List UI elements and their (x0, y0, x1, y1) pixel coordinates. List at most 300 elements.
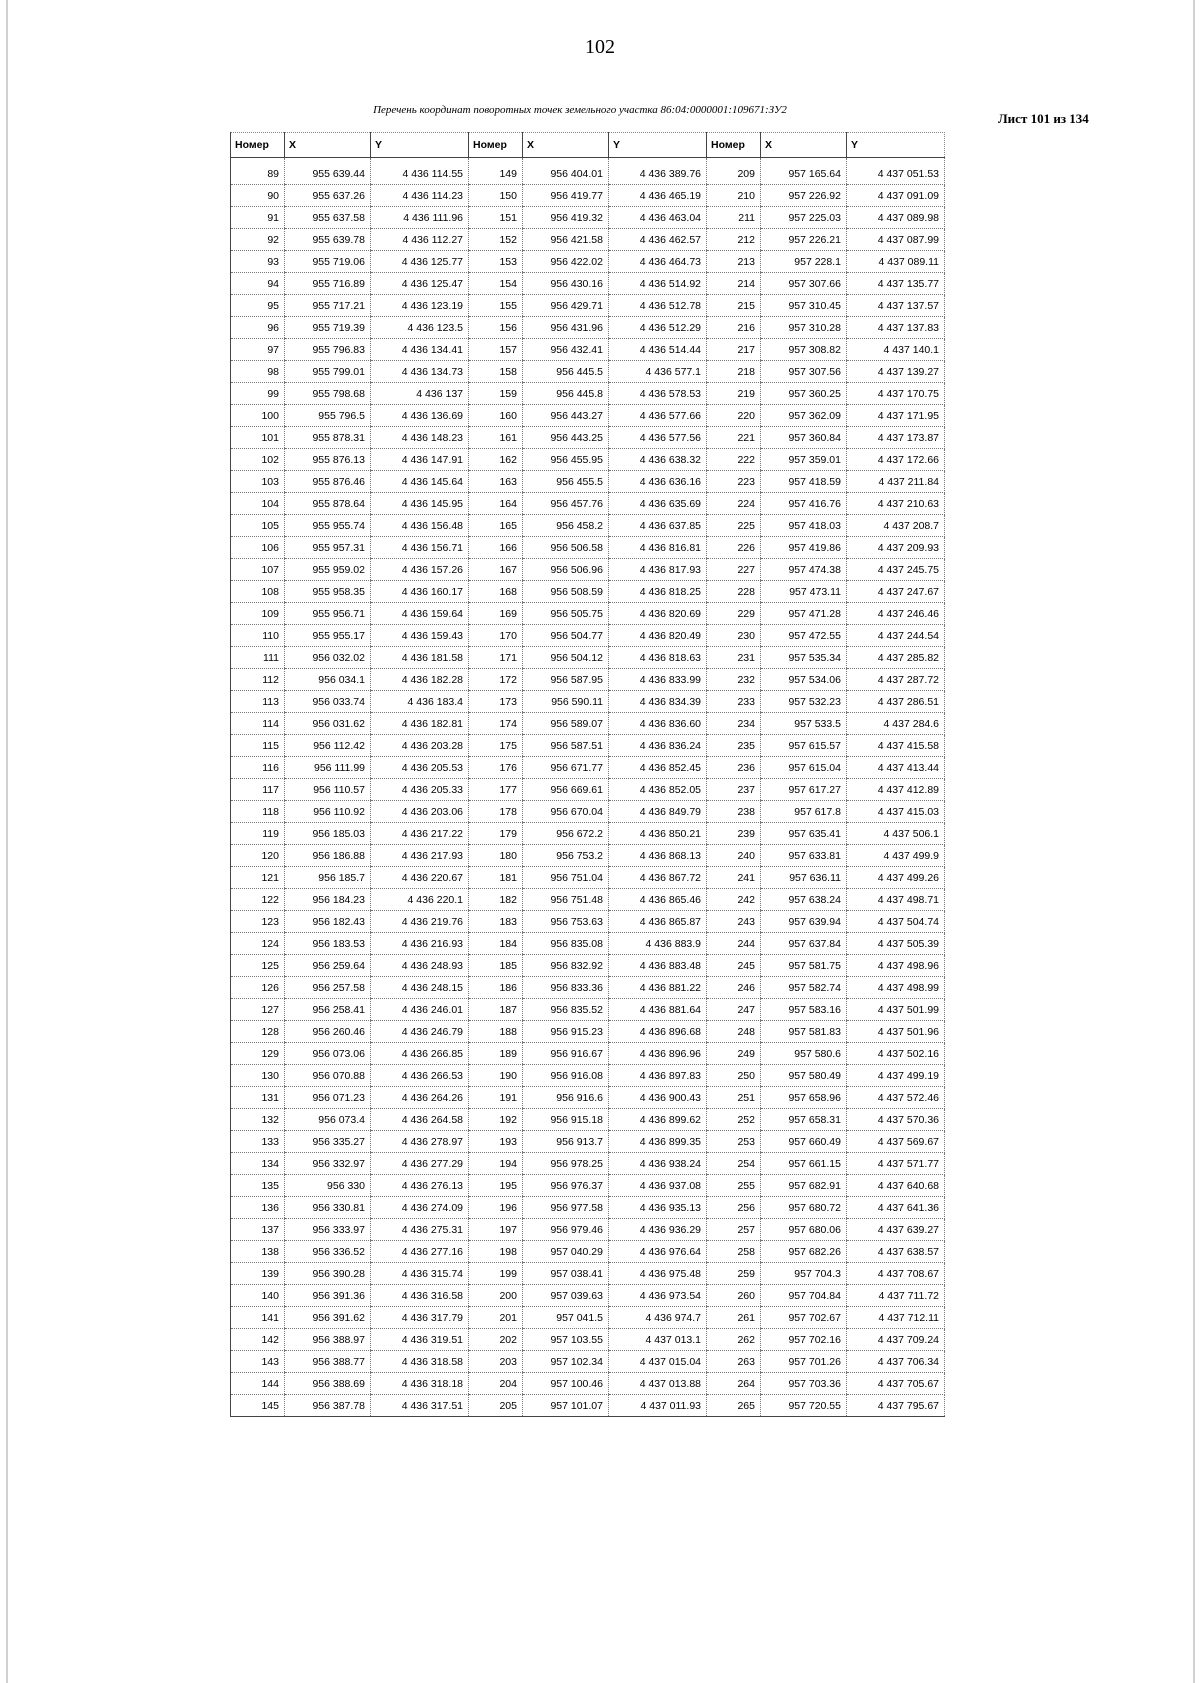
y-coordinate-cell: 4 436 865.46 (609, 889, 707, 911)
point-number-cell: 263 (707, 1351, 761, 1373)
y-coordinate-cell: 4 436 463.04 (609, 207, 707, 229)
point-number-cell: 181 (469, 867, 523, 889)
y-coordinate-cell: 4 436 818.25 (609, 581, 707, 603)
point-number-cell: 115 (231, 735, 285, 757)
y-coordinate-cell: 4 436 975.48 (609, 1263, 707, 1285)
x-coordinate-cell: 956 431.96 (523, 317, 609, 339)
y-coordinate-cell: 4 437 246.46 (847, 603, 945, 625)
x-coordinate-cell: 956 185.03 (285, 823, 371, 845)
x-coordinate-cell: 956 455.5 (523, 471, 609, 493)
x-coordinate-cell: 957 471.28 (761, 603, 847, 625)
x-coordinate-cell: 956 335.27 (285, 1131, 371, 1153)
x-coordinate-cell: 957 660.49 (761, 1131, 847, 1153)
y-coordinate-cell: 4 437 287.72 (847, 669, 945, 691)
x-coordinate-cell: 956 751.04 (523, 867, 609, 889)
point-number-cell: 196 (469, 1197, 523, 1219)
point-number-cell: 200 (469, 1285, 523, 1307)
y-coordinate-cell: 4 436 976.64 (609, 1241, 707, 1263)
point-number-cell: 165 (469, 515, 523, 537)
y-coordinate-cell: 4 436 899.62 (609, 1109, 707, 1131)
x-coordinate-cell: 956 183.53 (285, 933, 371, 955)
x-coordinate-cell: 956 976.37 (523, 1175, 609, 1197)
x-coordinate-cell: 957 639.94 (761, 911, 847, 933)
point-number-cell: 195 (469, 1175, 523, 1197)
x-coordinate-cell: 956 110.92 (285, 801, 371, 823)
point-number-cell: 185 (469, 955, 523, 977)
y-coordinate-cell: 4 436 160.17 (371, 581, 469, 603)
x-coordinate-cell: 955 637.58 (285, 207, 371, 229)
x-coordinate-cell: 956 916.67 (523, 1043, 609, 1065)
y-coordinate-cell: 4 436 137 (371, 383, 469, 405)
point-number-cell: 169 (469, 603, 523, 625)
y-coordinate-cell: 4 436 145.64 (371, 471, 469, 493)
point-number-cell: 100 (231, 405, 285, 427)
point-number-cell: 262 (707, 1329, 761, 1351)
table-row (231, 537, 945, 559)
x-coordinate-cell: 956 184.23 (285, 889, 371, 911)
x-coordinate-cell: 957 307.66 (761, 273, 847, 295)
y-coordinate-cell: 4 436 899.35 (609, 1131, 707, 1153)
x-coordinate-cell: 956 033.74 (285, 691, 371, 713)
y-coordinate-cell: 4 437 413.44 (847, 757, 945, 779)
table-row (231, 823, 945, 845)
x-coordinate-cell: 957 165.64 (761, 158, 847, 185)
y-coordinate-cell: 4 436 319.51 (371, 1329, 469, 1351)
table-row (231, 427, 945, 449)
table-row (231, 158, 945, 185)
scan-left-edge (6, 0, 8, 1683)
point-number-cell: 149 (469, 158, 523, 185)
y-coordinate-cell: 4 436 203.06 (371, 801, 469, 823)
x-coordinate-cell: 957 682.26 (761, 1241, 847, 1263)
y-coordinate-cell: 4 437 708.67 (847, 1263, 945, 1285)
y-coordinate-cell: 4 436 276.13 (371, 1175, 469, 1197)
point-number-cell: 127 (231, 999, 285, 1021)
x-coordinate-cell: 957 582.74 (761, 977, 847, 999)
x-coordinate-cell: 956 587.95 (523, 669, 609, 691)
x-coordinate-cell: 956 110.57 (285, 779, 371, 801)
y-coordinate-cell: 4 436 881.22 (609, 977, 707, 999)
x-coordinate-cell: 957 661.15 (761, 1153, 847, 1175)
table-body (231, 158, 945, 1417)
y-coordinate-cell: 4 436 834.39 (609, 691, 707, 713)
point-number-cell: 101 (231, 427, 285, 449)
x-coordinate-cell: 956 916.08 (523, 1065, 609, 1087)
x-coordinate-cell: 957 635.41 (761, 823, 847, 845)
point-number-cell: 209 (707, 158, 761, 185)
point-number-cell: 225 (707, 515, 761, 537)
point-number-cell: 241 (707, 867, 761, 889)
table-row (231, 801, 945, 823)
y-coordinate-cell: 4 436 937.08 (609, 1175, 707, 1197)
y-coordinate-cell: 4 437 502.16 (847, 1043, 945, 1065)
x-coordinate-cell: 956 504.77 (523, 625, 609, 647)
point-number-cell: 224 (707, 493, 761, 515)
y-coordinate-cell: 4 437 139.27 (847, 361, 945, 383)
x-coordinate-cell: 956 034.1 (285, 669, 371, 691)
point-number-cell: 244 (707, 933, 761, 955)
point-number-cell: 211 (707, 207, 761, 229)
x-coordinate-cell: 957 101.07 (523, 1395, 609, 1417)
point-number-cell: 231 (707, 647, 761, 669)
point-number-cell: 140 (231, 1285, 285, 1307)
point-number-cell: 90 (231, 185, 285, 207)
x-coordinate-cell: 957 040.29 (523, 1241, 609, 1263)
x-coordinate-cell: 956 670.04 (523, 801, 609, 823)
y-coordinate-cell: 4 436 836.60 (609, 713, 707, 735)
y-coordinate-cell: 4 436 157.26 (371, 559, 469, 581)
point-number-cell: 131 (231, 1087, 285, 1109)
point-number-cell: 259 (707, 1263, 761, 1285)
point-number-cell: 141 (231, 1307, 285, 1329)
y-coordinate-cell: 4 436 264.26 (371, 1087, 469, 1109)
x-coordinate-cell: 956 419.77 (523, 185, 609, 207)
x-coordinate-cell: 956 835.08 (523, 933, 609, 955)
x-coordinate-cell: 957 534.06 (761, 669, 847, 691)
point-number-cell: 235 (707, 735, 761, 757)
point-number-cell: 122 (231, 889, 285, 911)
column-header-x: X (761, 133, 847, 158)
x-coordinate-cell: 957 103.55 (523, 1329, 609, 1351)
x-coordinate-cell: 957 638.24 (761, 889, 847, 911)
x-coordinate-cell: 956 913.7 (523, 1131, 609, 1153)
point-number-cell: 98 (231, 361, 285, 383)
x-coordinate-cell: 956 185.7 (285, 867, 371, 889)
x-coordinate-cell: 957 307.56 (761, 361, 847, 383)
point-number-cell: 121 (231, 867, 285, 889)
y-coordinate-cell: 4 437 639.27 (847, 1219, 945, 1241)
y-coordinate-cell: 4 436 159.43 (371, 625, 469, 647)
point-number-cell: 162 (469, 449, 523, 471)
sheet-label: Лист 101 из 134 (998, 111, 1089, 126)
y-coordinate-cell: 4 436 514.92 (609, 273, 707, 295)
x-coordinate-cell: 957 532.23 (761, 691, 847, 713)
x-coordinate-cell: 956 432.41 (523, 339, 609, 361)
y-coordinate-cell: 4 436 820.49 (609, 625, 707, 647)
y-coordinate-cell: 4 437 051.53 (847, 158, 945, 185)
x-coordinate-cell: 957 720.55 (761, 1395, 847, 1417)
x-coordinate-cell: 957 637.84 (761, 933, 847, 955)
table-row (231, 1219, 945, 1241)
y-coordinate-cell: 4 437 412.89 (847, 779, 945, 801)
y-coordinate-cell: 4 436 389.76 (609, 158, 707, 185)
x-coordinate-cell: 957 704.3 (761, 1263, 847, 1285)
y-coordinate-cell: 4 437 712.11 (847, 1307, 945, 1329)
table-row (231, 1065, 945, 1087)
table-row (231, 977, 945, 999)
point-number-cell: 125 (231, 955, 285, 977)
x-coordinate-cell: 956 753.63 (523, 911, 609, 933)
y-coordinate-cell: 4 436 317.79 (371, 1307, 469, 1329)
y-coordinate-cell: 4 437 011.93 (609, 1395, 707, 1417)
point-number-cell: 168 (469, 581, 523, 603)
y-coordinate-cell: 4 436 266.53 (371, 1065, 469, 1087)
point-number-cell: 136 (231, 1197, 285, 1219)
table-row (231, 647, 945, 669)
point-number-cell: 253 (707, 1131, 761, 1153)
point-number-cell: 134 (231, 1153, 285, 1175)
y-coordinate-cell: 4 437 087.99 (847, 229, 945, 251)
point-number-cell: 219 (707, 383, 761, 405)
y-coordinate-cell: 4 437 498.71 (847, 889, 945, 911)
point-number-cell: 109 (231, 603, 285, 625)
y-coordinate-cell: 4 436 112.27 (371, 229, 469, 251)
point-number-cell: 157 (469, 339, 523, 361)
table-row (231, 603, 945, 625)
point-number-cell: 107 (231, 559, 285, 581)
y-coordinate-cell: 4 436 852.05 (609, 779, 707, 801)
y-coordinate-cell: 4 437 569.67 (847, 1131, 945, 1153)
x-coordinate-cell: 956 111.99 (285, 757, 371, 779)
x-coordinate-cell: 955 957.31 (285, 537, 371, 559)
y-coordinate-cell: 4 436 246.79 (371, 1021, 469, 1043)
table-row (231, 229, 945, 251)
x-coordinate-cell: 957 617.8 (761, 801, 847, 823)
y-coordinate-cell: 4 436 577.56 (609, 427, 707, 449)
point-number-cell: 212 (707, 229, 761, 251)
x-coordinate-cell: 956 672.2 (523, 823, 609, 845)
x-coordinate-cell: 956 421.58 (523, 229, 609, 251)
point-number-cell: 252 (707, 1109, 761, 1131)
y-coordinate-cell: 4 436 114.23 (371, 185, 469, 207)
y-coordinate-cell: 4 436 317.51 (371, 1395, 469, 1417)
point-number-cell: 155 (469, 295, 523, 317)
y-coordinate-cell: 4 436 900.43 (609, 1087, 707, 1109)
x-coordinate-cell: 956 391.36 (285, 1285, 371, 1307)
x-coordinate-cell: 957 617.27 (761, 779, 847, 801)
y-coordinate-cell: 4 436 277.29 (371, 1153, 469, 1175)
table-row (231, 1197, 945, 1219)
point-number-cell: 187 (469, 999, 523, 1021)
point-number-cell: 135 (231, 1175, 285, 1197)
point-number-cell: 257 (707, 1219, 761, 1241)
point-number-cell: 172 (469, 669, 523, 691)
point-number-cell: 117 (231, 779, 285, 801)
y-coordinate-cell: 4 436 315.74 (371, 1263, 469, 1285)
x-coordinate-cell: 955 637.26 (285, 185, 371, 207)
x-coordinate-cell: 956 504.12 (523, 647, 609, 669)
x-coordinate-cell: 956 031.62 (285, 713, 371, 735)
column-header-number: Номер (469, 133, 523, 158)
point-number-cell: 120 (231, 845, 285, 867)
y-coordinate-cell: 4 436 182.28 (371, 669, 469, 691)
y-coordinate-cell: 4 437 135.77 (847, 273, 945, 295)
y-coordinate-cell: 4 437 415.03 (847, 801, 945, 823)
x-coordinate-cell: 957 225.03 (761, 207, 847, 229)
table-row (231, 845, 945, 867)
y-coordinate-cell: 4 436 817.93 (609, 559, 707, 581)
y-coordinate-cell: 4 436 636.16 (609, 471, 707, 493)
x-coordinate-cell: 957 583.16 (761, 999, 847, 1021)
table-row (231, 1373, 945, 1395)
table-row (231, 581, 945, 603)
x-coordinate-cell: 956 186.88 (285, 845, 371, 867)
x-coordinate-cell: 957 704.84 (761, 1285, 847, 1307)
y-coordinate-cell: 4 437 641.36 (847, 1197, 945, 1219)
y-coordinate-cell: 4 437 015.04 (609, 1351, 707, 1373)
x-coordinate-cell: 957 703.36 (761, 1373, 847, 1395)
y-coordinate-cell: 4 437 245.75 (847, 559, 945, 581)
x-coordinate-cell: 956 916.6 (523, 1087, 609, 1109)
y-coordinate-cell: 4 436 577.66 (609, 405, 707, 427)
y-coordinate-cell: 4 436 896.96 (609, 1043, 707, 1065)
y-coordinate-cell: 4 436 836.24 (609, 735, 707, 757)
y-coordinate-cell: 4 436 883.9 (609, 933, 707, 955)
y-coordinate-cell: 4 437 211.84 (847, 471, 945, 493)
x-coordinate-cell: 956 257.58 (285, 977, 371, 999)
point-number-cell: 137 (231, 1219, 285, 1241)
column-header-number: Номер (707, 133, 761, 158)
x-coordinate-cell: 955 639.78 (285, 229, 371, 251)
y-coordinate-cell: 4 436 134.73 (371, 361, 469, 383)
x-coordinate-cell: 955 716.89 (285, 273, 371, 295)
x-coordinate-cell: 956 589.07 (523, 713, 609, 735)
table-row (231, 691, 945, 713)
y-coordinate-cell: 4 436 638.32 (609, 449, 707, 471)
y-coordinate-cell: 4 436 818.63 (609, 647, 707, 669)
column-header-y: Y (371, 133, 469, 158)
point-number-cell: 264 (707, 1373, 761, 1395)
y-coordinate-cell: 4 436 274.09 (371, 1197, 469, 1219)
y-coordinate-cell: 4 436 183.4 (371, 691, 469, 713)
point-number-cell: 255 (707, 1175, 761, 1197)
point-number-cell: 138 (231, 1241, 285, 1263)
y-coordinate-cell: 4 436 125.47 (371, 273, 469, 295)
y-coordinate-cell: 4 437 210.63 (847, 493, 945, 515)
y-coordinate-cell: 4 437 706.34 (847, 1351, 945, 1373)
point-number-cell: 190 (469, 1065, 523, 1087)
y-coordinate-cell: 4 436 217.22 (371, 823, 469, 845)
x-coordinate-cell: 957 359.01 (761, 449, 847, 471)
x-coordinate-cell: 957 310.28 (761, 317, 847, 339)
y-coordinate-cell: 4 436 156.48 (371, 515, 469, 537)
x-coordinate-cell: 956 978.25 (523, 1153, 609, 1175)
point-number-cell: 126 (231, 977, 285, 999)
y-coordinate-cell: 4 437 137.83 (847, 317, 945, 339)
y-coordinate-cell: 4 437 173.87 (847, 427, 945, 449)
table-row (231, 955, 945, 977)
point-number-cell: 128 (231, 1021, 285, 1043)
x-coordinate-cell: 956 112.42 (285, 735, 371, 757)
point-number-cell: 227 (707, 559, 761, 581)
y-coordinate-cell: 4 437 501.96 (847, 1021, 945, 1043)
point-number-cell: 177 (469, 779, 523, 801)
table-row (231, 713, 945, 735)
x-coordinate-cell: 956 977.58 (523, 1197, 609, 1219)
x-coordinate-cell: 957 633.81 (761, 845, 847, 867)
x-coordinate-cell: 955 799.01 (285, 361, 371, 383)
point-number-cell: 194 (469, 1153, 523, 1175)
x-coordinate-cell: 957 041.5 (523, 1307, 609, 1329)
point-number-cell: 237 (707, 779, 761, 801)
point-number-cell: 222 (707, 449, 761, 471)
column-header-y: Y (847, 133, 945, 158)
point-number-cell: 256 (707, 1197, 761, 1219)
point-number-cell: 250 (707, 1065, 761, 1087)
point-number-cell: 111 (231, 647, 285, 669)
point-number-cell: 193 (469, 1131, 523, 1153)
table-row (231, 1021, 945, 1043)
point-number-cell: 247 (707, 999, 761, 1021)
point-number-cell: 163 (469, 471, 523, 493)
x-coordinate-cell: 955 719.39 (285, 317, 371, 339)
x-coordinate-cell: 957 580.6 (761, 1043, 847, 1065)
y-coordinate-cell: 4 437 572.46 (847, 1087, 945, 1109)
table-row (231, 559, 945, 581)
point-number-cell: 167 (469, 559, 523, 581)
table-row (231, 1241, 945, 1263)
table-row (231, 1285, 945, 1307)
x-coordinate-cell: 955 955.17 (285, 625, 371, 647)
point-number-cell: 217 (707, 339, 761, 361)
point-number-cell: 226 (707, 537, 761, 559)
y-coordinate-cell: 4 436 512.29 (609, 317, 707, 339)
y-coordinate-cell: 4 436 935.13 (609, 1197, 707, 1219)
x-coordinate-cell: 956 671.77 (523, 757, 609, 779)
point-number-cell: 93 (231, 251, 285, 273)
x-coordinate-cell: 955 717.21 (285, 295, 371, 317)
x-coordinate-cell: 956 388.69 (285, 1373, 371, 1395)
y-coordinate-cell: 4 437 247.67 (847, 581, 945, 603)
x-coordinate-cell: 957 473.11 (761, 581, 847, 603)
y-coordinate-cell: 4 437 711.72 (847, 1285, 945, 1307)
y-coordinate-cell: 4 437 709.24 (847, 1329, 945, 1351)
y-coordinate-cell: 4 437 501.99 (847, 999, 945, 1021)
table-row (231, 295, 945, 317)
x-coordinate-cell: 957 658.96 (761, 1087, 847, 1109)
y-coordinate-cell: 4 436 820.69 (609, 603, 707, 625)
x-coordinate-cell: 956 032.02 (285, 647, 371, 669)
y-coordinate-cell: 4 436 868.13 (609, 845, 707, 867)
point-number-cell: 178 (469, 801, 523, 823)
coordinates-table (230, 132, 945, 1417)
x-coordinate-cell: 956 445.5 (523, 361, 609, 383)
y-coordinate-cell: 4 437 089.11 (847, 251, 945, 273)
point-number-cell: 174 (469, 713, 523, 735)
y-coordinate-cell: 4 437 013.1 (609, 1329, 707, 1351)
point-number-cell: 164 (469, 493, 523, 515)
x-coordinate-cell: 956 669.61 (523, 779, 609, 801)
point-number-cell: 242 (707, 889, 761, 911)
table-row (231, 867, 945, 889)
x-coordinate-cell: 957 472.55 (761, 625, 847, 647)
x-coordinate-cell: 955 796.83 (285, 339, 371, 361)
point-number-cell: 170 (469, 625, 523, 647)
y-coordinate-cell: 4 436 816.81 (609, 537, 707, 559)
y-coordinate-cell: 4 436 577.1 (609, 361, 707, 383)
x-coordinate-cell: 957 682.91 (761, 1175, 847, 1197)
point-number-cell: 197 (469, 1219, 523, 1241)
point-number-cell: 205 (469, 1395, 523, 1417)
point-number-cell: 142 (231, 1329, 285, 1351)
point-number-cell: 158 (469, 361, 523, 383)
point-number-cell: 220 (707, 405, 761, 427)
point-number-cell: 234 (707, 713, 761, 735)
x-coordinate-cell: 956 505.75 (523, 603, 609, 625)
x-coordinate-cell: 957 310.45 (761, 295, 847, 317)
table-row (231, 1109, 945, 1131)
point-number-cell: 228 (707, 581, 761, 603)
point-number-cell: 123 (231, 911, 285, 933)
x-coordinate-cell: 955 956.71 (285, 603, 371, 625)
table-row (231, 1329, 945, 1351)
table-row (231, 207, 945, 229)
point-number-cell: 214 (707, 273, 761, 295)
y-coordinate-cell: 4 437 284.6 (847, 713, 945, 735)
y-coordinate-cell: 4 436 865.87 (609, 911, 707, 933)
y-coordinate-cell: 4 436 264.58 (371, 1109, 469, 1131)
column-header-y: Y (609, 133, 707, 158)
